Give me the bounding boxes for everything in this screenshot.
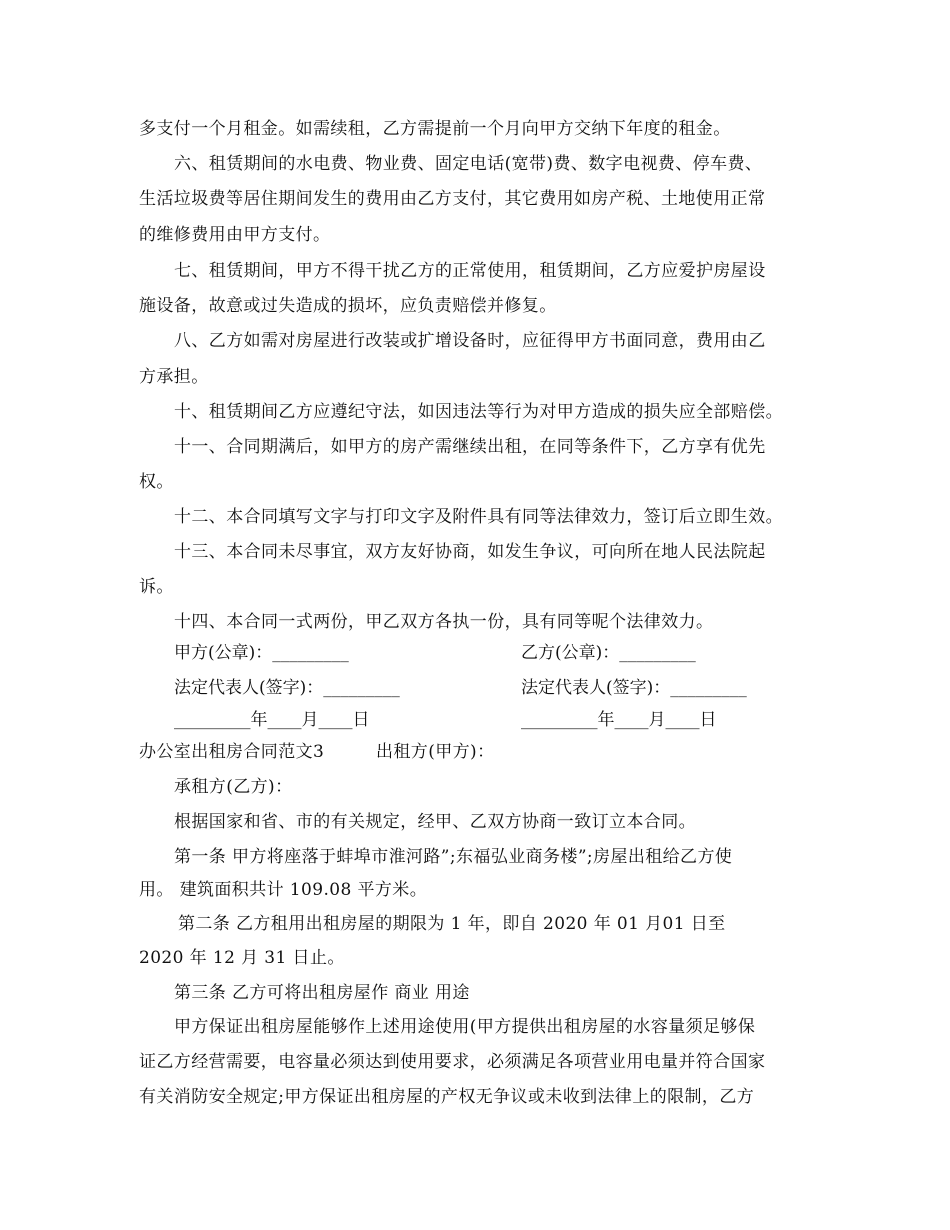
intro-line: 根据国家和省、市的有关规定，经甲、乙双方协商一致订立本合同。 [174,812,696,832]
article-2: 第二条 乙方租用出租房屋的期限为 1 年，即自 2020 年 01 月01 日至 [178,914,726,934]
party-b-rep: 法定代表人(签字)：_________ [521,678,747,698]
paragraph-line: 权。 [139,472,174,492]
article-3: 第三条 乙方可将出租房屋作 商业 用途 [174,983,470,1003]
paragraph-line: 甲方保证出租房屋能够作上述用途使用(甲方提供出租房屋的水容量须足够保 [174,1017,756,1037]
signature-row-rep [174,671,950,705]
lessee-label: 承租方(乙方)： [174,777,293,797]
paragraph-line: 多支付一个月租金。如需续租，乙方需提前一个月向甲方交纳下年度的租金。 [139,119,731,139]
party-a-rep: 法定代表人(签字)：_________ [174,678,400,698]
clause-11: 十一、合同期满后，如甲方的房产需继续出租，在同等条件下，乙方享有优先 [174,437,766,457]
party-a-seal: 甲方(公章)：_________ [174,643,349,663]
clause-12: 十二、本合同填写文字与打印文字及附件具有同等法律效力，签订后立即生效。 [174,507,783,527]
party-b-seal: 乙方(公章)：_________ [521,643,696,663]
paragraph-line: 2020 年 12 月 31 日止。 [139,948,345,968]
paragraph-line: 有关消防安全规定;甲方保证出租房屋的产权无争议或未收到法律上的限制，乙方 [139,1087,755,1107]
section3-title: 办公室出租房合同范文3 [139,742,325,762]
section3-header-line [139,735,825,769]
article-1: 第一条 甲方将座落于蚌埠市淮河路”;东福弘业商务楼”;房屋出租给乙方使 [174,847,733,867]
party-a-date: _________年____月____日 [174,710,370,730]
clause-7: 七、租赁期间，甲方不得干扰乙方的正常使用，租赁期间，乙方应爱护房屋设 [174,261,766,281]
signature-row-date [174,703,950,737]
paragraph-line: 施设备，故意或过失造成的损坏，应负责赔偿并修复。 [139,296,557,316]
paragraph-line: 生活垃圾费等居住期间发生的费用由乙方支付，其它费用如房产税、土地使用正常 [139,189,766,209]
clause-8: 八、乙方如需对房屋进行改装或扩增设备时，应征得甲方书面同意，费用由乙 [174,331,766,351]
paragraph-line: 用。 建筑面积共计 109.08 平方米。 [139,880,428,900]
signature-row-seal [174,636,950,670]
paragraph-line: 证乙方经营需要，电容量必须达到使用要求，必须满足各项营业用电量并符合国家 [139,1052,766,1072]
paragraph-line: 诉。 [139,577,174,597]
clause-14: 十四、本合同一式两份，甲乙双方各执一份，具有同等呢个法律效力。 [174,612,714,632]
clause-6: 六、租赁期间的水电费、物业费、固定电话(宽带)费、数字电视费、停车费、 [174,154,763,174]
lessor-label: 出租方(甲方)： [376,742,495,762]
paragraph-line: 方承担。 [139,367,209,387]
clause-13: 十三、本合同未尽事宜，双方友好协商，如发生争议，可向所在地人民法院起 [174,542,766,562]
paragraph-line: 的维修费用由甲方支付。 [139,225,331,245]
party-b-date: _________年____月____日 [521,710,717,730]
clause-10: 十、租赁期间乙方应遵纪守法，如因违法等行为对甲方造成的损失应全部赔偿。 [174,402,783,422]
